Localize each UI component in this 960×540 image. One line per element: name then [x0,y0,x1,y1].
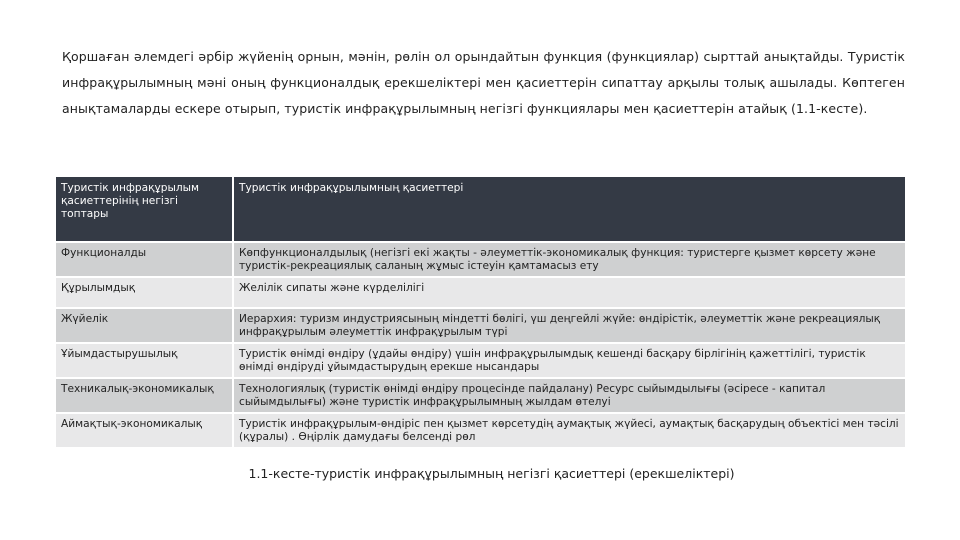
table-row [56,378,905,413]
table-row [56,242,905,277]
property-cell: Көпфункционалдылық (негізгі екі жақты - әлеуметтік-экономикалық функция: туристерге қызмет көрсету және туристік-рекреациялық саланың жұмыс істеуін қамтамасыз ету [233,242,905,277]
property-cell: Иерархия: туризм индустриясының міндетті бөлігі, үш деңгейлі жүйе: өндірістік, әлеуметтік және рекреациялық инфрақұрылым әлеуметтік инфрақұрылым түрі [233,308,905,343]
property-cell: Туристік инфрақұрылым-өндіріс пен қызмет көрсетудің аумақтық жүйесі, аумақтық басқарудың объектісі мен тәсілі (құралы) . Өңірлік дамудағы белсенді рөл [233,413,905,447]
table-caption: 1.1-кесте-туристік инфрақұрылымның негізгі қасиеттері (ерекшеліктері) [248,466,735,481]
property-cell: Туристік өнімді өндіру (ұдайы өндіру) үшін инфрақұрылымдық кешенді басқару бірлігінің қажеттілігі, туристік өнімді өндіруді ұйымдастырудың ерекше нысандары [233,343,905,378]
header-groups: Туристік инфрақұрылым қасиеттерінің негізгі топтары [56,177,233,242]
group-cell: Жүйелік [56,308,233,343]
group-cell: Техникалық-экономикалық [56,378,233,413]
group-cell: Ұйымдастырушылық [56,343,233,378]
group-cell: Аймақтық-экономикалық [56,413,233,447]
table-row [56,308,905,343]
intro-paragraph: Қоршаған әлемдегі әрбір жүйенің орнын, мәнін, рөлін ол орындайтын функция (функциялар) сырттай анықтайды. Туристік инфрақұрылымның мәні оның функционалдық ерекшеліктері мен қасиеттерін сипаттау арқылы толық ашылады. Көптеген анықтамаларды ескере отырып, туристік инфрақұрылымның негізгі функциялары мен қасиеттерін атайық (1.1-кесте). [62,49,905,116]
table-row [56,277,905,308]
table-header-row [56,177,905,242]
table-row [56,413,905,447]
group-cell: Функционалды [56,242,233,277]
property-cell: Желілік сипаты және күрделілігі [233,277,905,308]
group-cell: Құрылымдық [56,277,233,308]
property-cell: Технологиялық (туристік өнімді өндіру процесінде пайдалану) Ресурс сыйымдылығы (әсіресе - капитал сыйымдылығы) және туристік инфрақұрылымның жылдам өтелуі [233,378,905,413]
header-properties: Туристік инфрақұрылымның қасиеттері [233,177,905,242]
table-row [56,343,905,378]
properties-table [56,177,905,447]
